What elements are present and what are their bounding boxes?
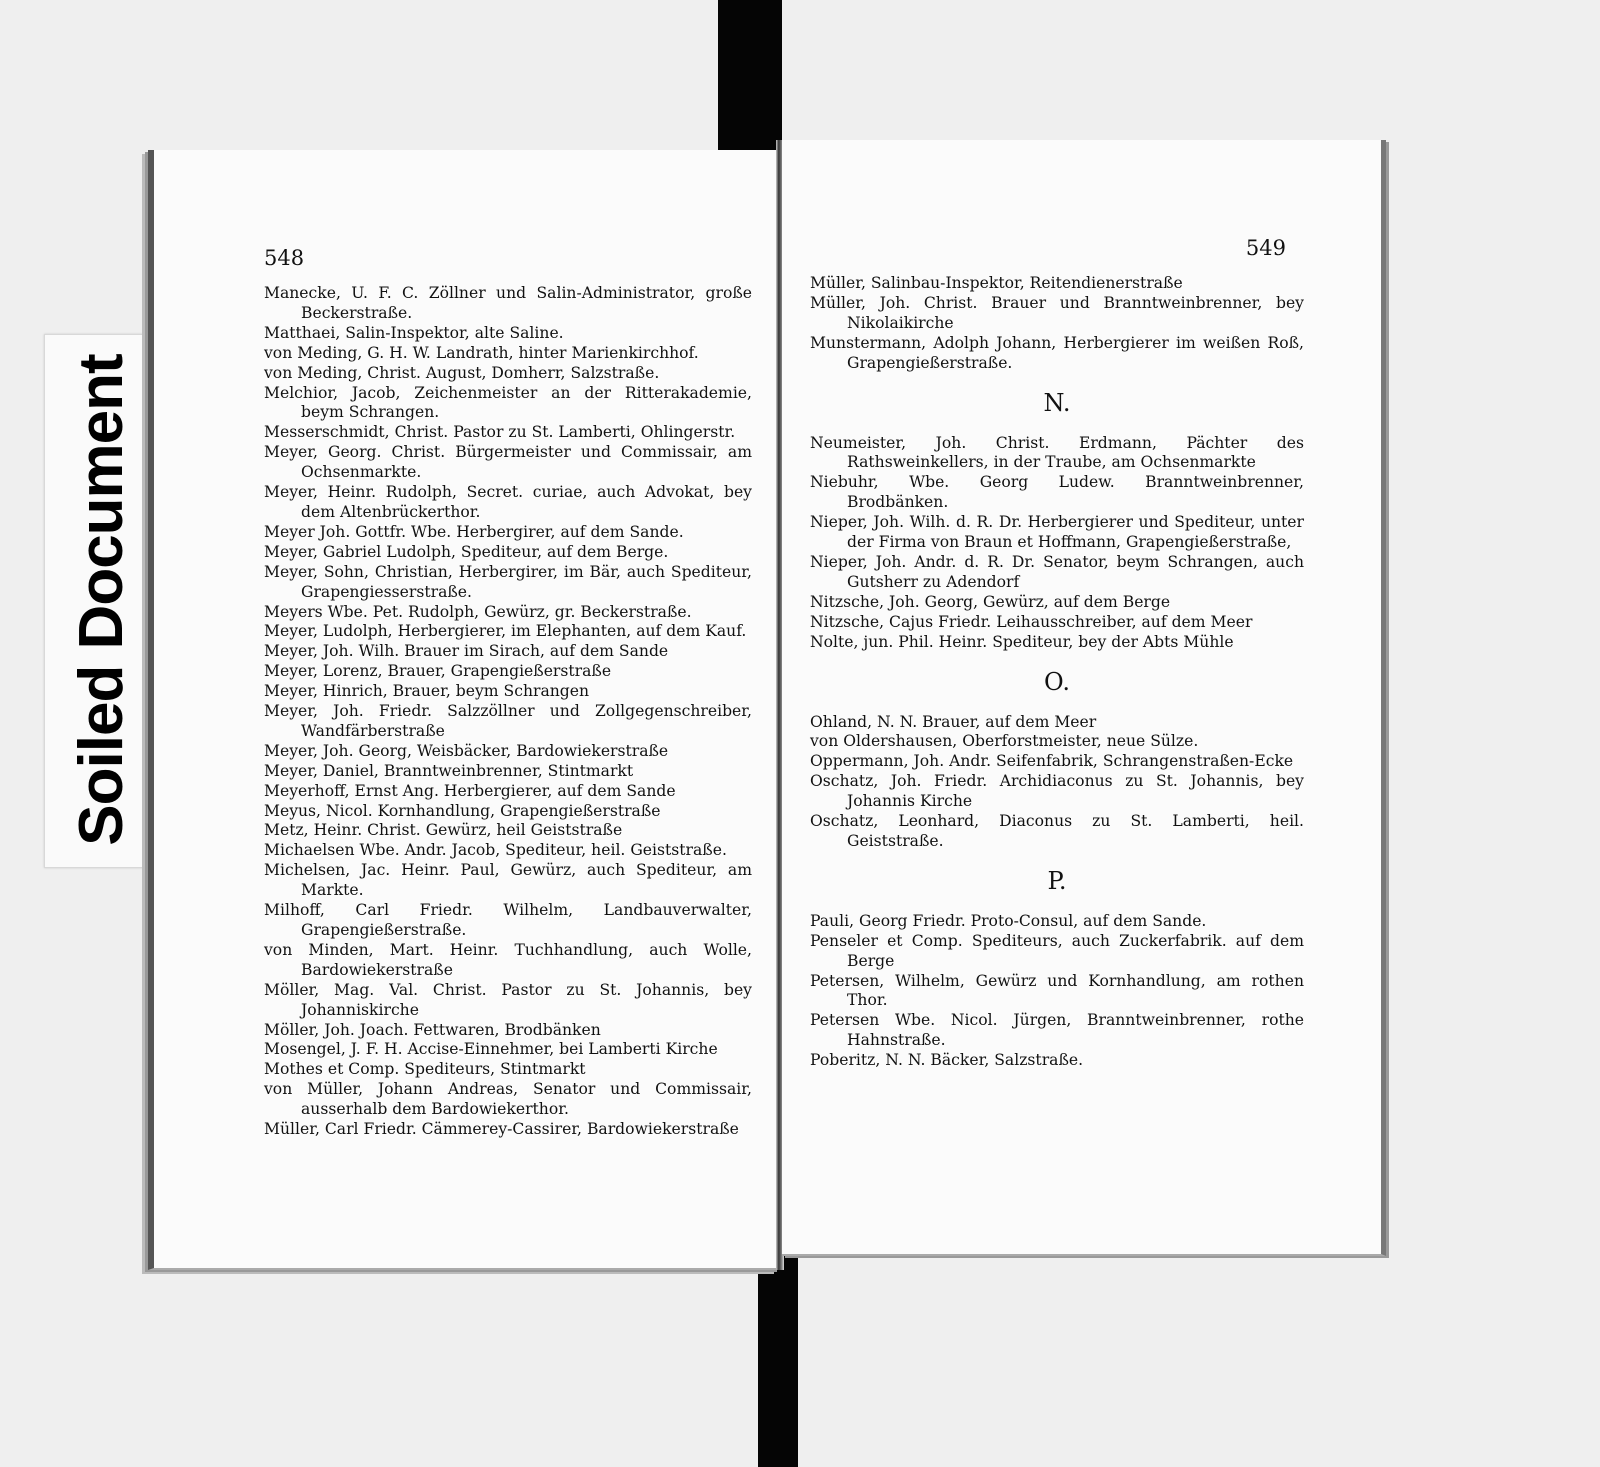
binding-strap-top <box>718 0 782 152</box>
list-item: Meyer, Lorenz, Brauer, Grapengießerstraße <box>264 662 612 681</box>
list-item: von Minden, Mart. Heinr. Tuchhandlung, auch Wolle, Bardowiekerstraße <box>264 940 752 979</box>
list-item: Müller, Carl Friedr. Cämmerey-Cassirer, Bardowiekerstraße <box>264 1120 739 1139</box>
list-item: Nitzsche, Cajus Friedr. Leihausschreiber, auf dem Meer <box>810 612 1253 631</box>
list-item: Milhoff, Carl Friedr. Wilhelm, Landbauverwalter, Grapengießerstraße. <box>264 901 752 939</box>
list-item: Meyer Joh. Gottfr. Wbe. Herbergirer, auf dem Sande. <box>264 522 684 541</box>
soiled-document-label: Soiled Document <box>66 354 136 846</box>
list-item: Munstermann, Adolph Johann, Herbergierer im weißen Roß, Grapengießerstraße. <box>810 333 1304 372</box>
list-item: Michelsen, Jac. Heinr. Paul, Gewürz, auch Spediteur, am Markte. <box>264 861 752 900</box>
section-letter-n: N. <box>1043 388 1071 417</box>
list-item: Müller, Salinbau-Inspektor, Reitendienerstraße <box>810 274 1183 292</box>
list-item: Messerschmidt, Christ. Pastor zu St. Lamberti, Ohlingerstr. <box>264 423 736 442</box>
list-item: Möller, Mag. Val. Christ. Pastor zu St. Johannis, bey Johanniskirche <box>264 980 752 1019</box>
list-item: von Meding, Christ. August, Domherr, Salzstraße. <box>264 363 660 382</box>
list-item: Mothes et Comp. Spediteurs, Stintmarkt <box>264 1060 586 1079</box>
list-item: Mosengel, J. F. H. Accise-Einnehmer, bei Lamberti Kirche <box>264 1040 718 1059</box>
list-item: Neumeister, Joh. Christ. Erdmann, Pächter des Rathsweinkellers, in der Traube, am Ochsenmarkte <box>810 433 1304 472</box>
list-item: Meyer, Heinr. Rudolph, Secret. curiae, auch Advokat, bey dem Altenbrückerthor. <box>264 483 752 521</box>
list-item: Manecke, U. F. C. Zöllner und Salin-Administrator, große Beckerstraße. <box>264 284 752 322</box>
list-item: Nitzsche, Joh. Georg, Gewürz, auf dem Berge <box>810 592 1171 611</box>
left-page-number: 548 <box>264 246 305 270</box>
list-item: Meyer, Joh. Friedr. Salzzöllner und Zollgegenschreiber, Wandfärberstraße <box>264 702 752 740</box>
list-item: Niebuhr, Wbe. Georg Ludew. Branntweinbrenner, Brodbänken. <box>810 473 1304 512</box>
list-item: Meyer, Georg. Christ. Bürgermeister und Commissair, am Ochsenmarkte. <box>264 443 752 482</box>
list-item: Möller, Joh. Joach. Fettwaren, Brodbänken <box>264 1020 601 1039</box>
list-item: Müller, Joh. Christ. Brauer und Branntweinbrenner, bey Nikolaikirche <box>810 293 1304 332</box>
list-item: Metz, Heinr. Christ. Gewürz, heil Geiststraße <box>264 821 623 840</box>
right-page-number: 549 <box>1245 236 1286 260</box>
left-page <box>148 150 780 1270</box>
list-item: Oppermann, Joh. Andr. Seifenfabrik, Schrangenstraßen-Ecke <box>810 752 1294 771</box>
list-item: von Müller, Johann Andreas, Senator und Commissair, ausserhalb dem Bardowiekerthor. <box>264 1080 752 1119</box>
list-item: Meyer, Gabriel Ludolph, Spediteur, auf dem Berge. <box>264 542 669 561</box>
binding-strap-bottom <box>758 1255 798 1467</box>
right-page-column <box>810 274 1304 1071</box>
list-item: Oschatz, Leonhard, Diaconus zu St. Lamberti, heil. Geiststraße. <box>810 812 1304 850</box>
list-item: Meyerhoff, Ernst Ang. Herbergierer, auf dem Sande <box>264 781 676 800</box>
list-item: von Meding, G. H. W. Landrath, hinter Marienkirchhof. <box>264 343 699 362</box>
list-item: Melchior, Jacob, Zeichenmeister an der Ritterakademie, beym Schrangen. <box>264 383 752 422</box>
list-item: Matthaei, Salin-Inspektor, alte Saline. <box>264 323 564 342</box>
list-item: Nieper, Joh. Andr. d. R. Dr. Senator, beym Schrangen, auch Gutsherr zu Adendorf <box>810 552 1304 591</box>
list-item: Petersen Wbe. Nicol. Jürgen, Branntweinbrenner, rothe Hahnstraße. <box>810 1011 1304 1050</box>
list-item: Michaelsen Wbe. Andr. Jacob, Spediteur, heil. Geiststraße. <box>264 841 727 860</box>
list-item: Penseler et Comp. Spediteurs, auch Zuckerfabrik. auf dem Berge <box>810 931 1304 970</box>
list-item: Meyus, Nicol. Kornhandlung, Grapengießerstraße <box>264 801 661 820</box>
list-item: Poberitz, N. N. Bäcker, Salzstraße. <box>810 1051 1084 1070</box>
list-item: von Oldershausen, Oberforstmeister, neue Sülze. <box>810 732 1199 751</box>
list-item: Pauli, Georg Friedr. Proto-Consul, auf dem Sande. <box>810 911 1207 930</box>
list-item: Ohland, N. N. Brauer, auf dem Meer <box>810 712 1097 731</box>
list-item: Meyer, Joh. Wilh. Brauer im Sirach, auf dem Sande <box>264 642 669 661</box>
right-page <box>782 140 1386 1256</box>
list-item: Meyers Wbe. Pet. Rudolph, Gewürz, gr. Beckerstraße. <box>264 602 692 621</box>
left-page-column <box>264 284 752 1140</box>
list-item: Oschatz, Joh. Friedr. Archidiaconus zu St. Johannis, bey Johannis Kirche <box>810 772 1304 811</box>
open-book <box>148 140 1386 1272</box>
list-item: Meyer, Hinrich, Brauer, beym Schrangen <box>264 682 590 701</box>
list-item: Petersen, Wilhelm, Gewürz und Kornhandlung, am rothen Thor. <box>810 971 1304 1010</box>
list-item: Meyer, Ludolph, Herbergierer, im Elephanten, auf dem Kauf. <box>264 622 747 641</box>
list-item: Meyer, Joh. Georg, Weisbäcker, Bardowiekerstraße <box>264 741 669 760</box>
list-item: Nieper, Joh. Wilh. d. R. Dr. Herbergierer und Spediteur, unter der Firma von Braun et Hoffmann, Grapengießerstraße, <box>810 513 1304 552</box>
list-item: Nolte, jun. Phil. Heinr. Spediteur, bey der Abts Mühle <box>810 632 1234 651</box>
list-item: Meyer, Sohn, Christian, Herbergirer, im Bär, auch Spediteur, Grapengiesserstraße. <box>264 562 752 601</box>
section-letter-p: P. <box>1047 866 1067 895</box>
section-letter-o: O. <box>1044 667 1070 696</box>
list-item: Meyer, Daniel, Branntweinbrenner, Stintmarkt <box>264 761 634 780</box>
